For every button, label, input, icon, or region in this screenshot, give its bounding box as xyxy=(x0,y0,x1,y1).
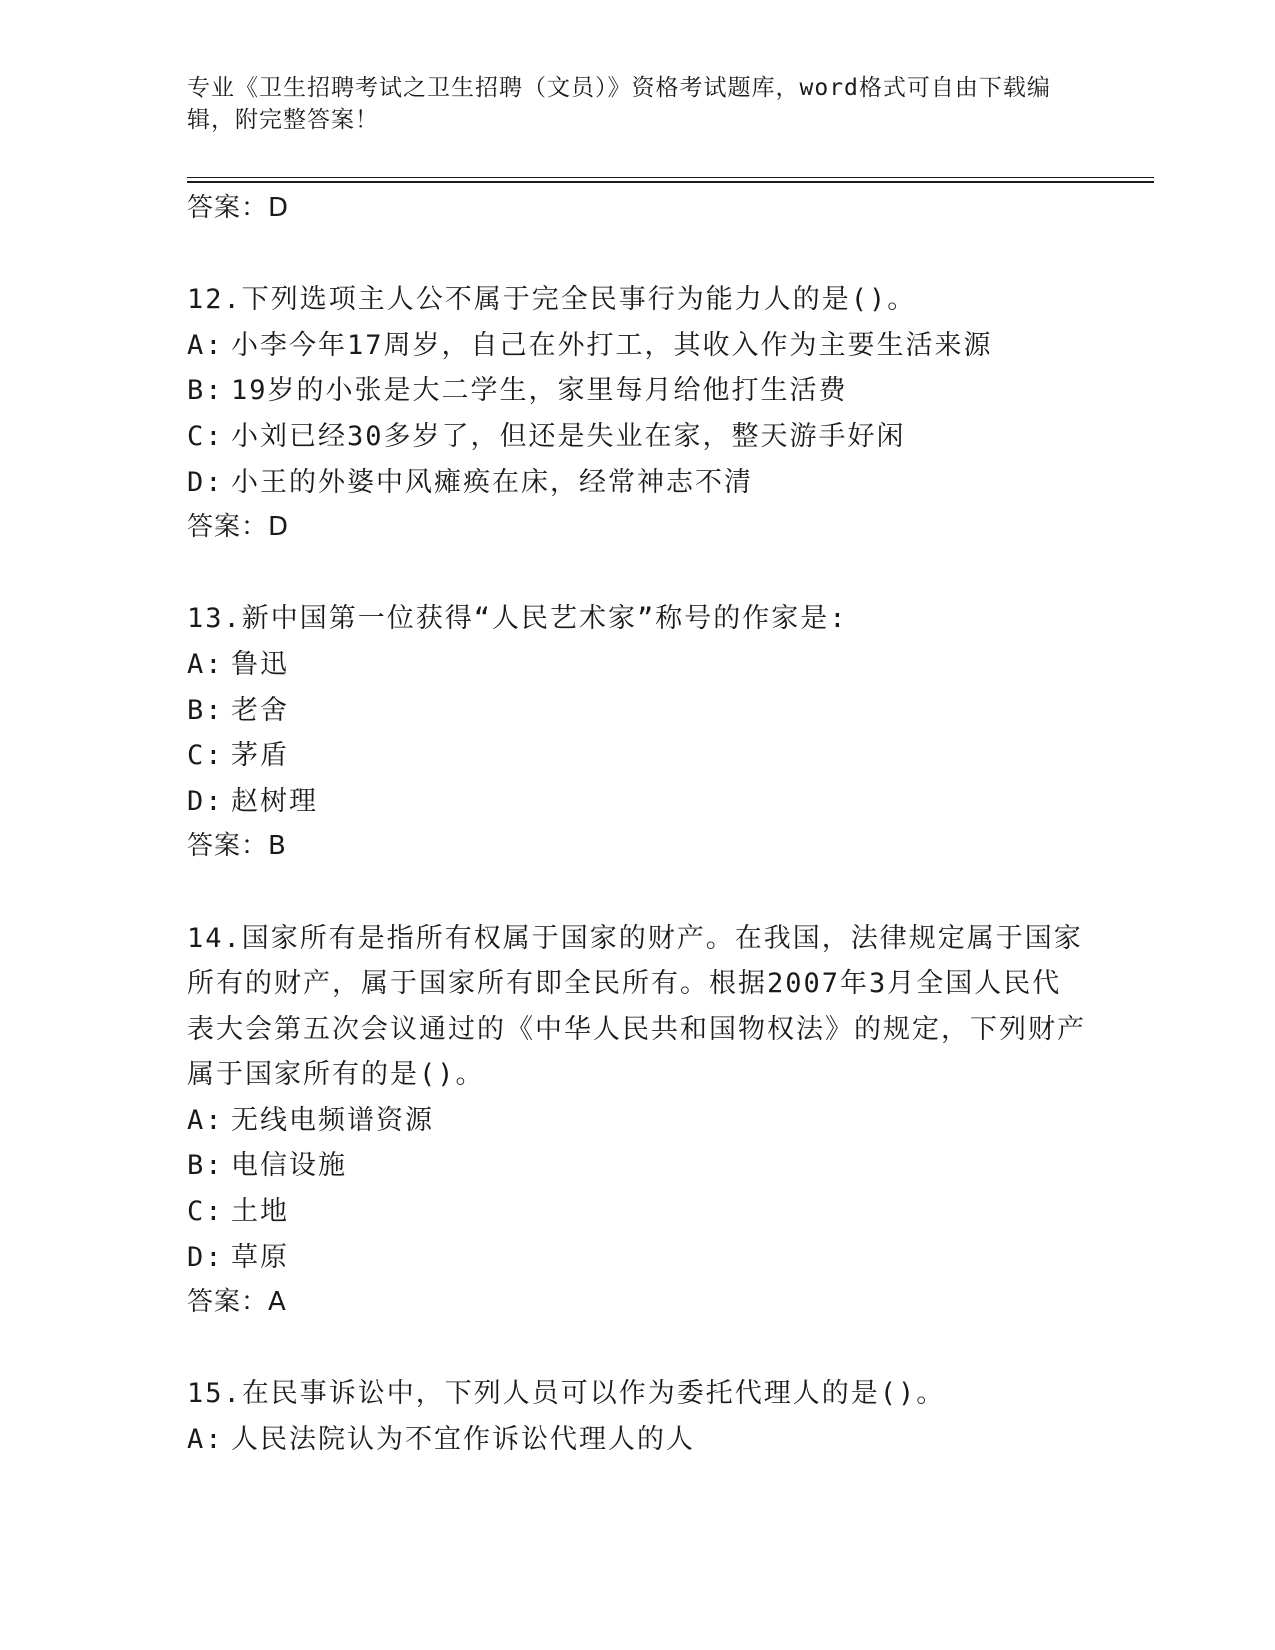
answer-line: 答案：A xyxy=(187,1287,287,1318)
option-key: A: xyxy=(187,648,224,680)
option-text: 小刘已经30多岁了，但还是失业在家，整天游手好闲 xyxy=(231,420,906,452)
document-header xyxy=(187,72,1087,136)
option-text: 鲁迅 xyxy=(231,648,289,680)
question-13 xyxy=(187,596,1087,870)
option-key: A: xyxy=(187,1424,224,1456)
option-key: D: xyxy=(187,1241,224,1273)
option-text: 茅盾 xyxy=(231,740,289,772)
option-key: C: xyxy=(187,740,224,772)
option-c xyxy=(187,414,1087,460)
question-12 xyxy=(187,277,1087,551)
option-a xyxy=(187,642,1087,688)
answer-line: 答案：B xyxy=(187,831,287,862)
question-14 xyxy=(187,916,1087,1326)
question-15 xyxy=(187,1371,1087,1462)
option-c xyxy=(187,733,1087,779)
option-text: 草原 xyxy=(231,1241,289,1273)
option-a xyxy=(187,1098,1087,1144)
option-d xyxy=(187,779,1087,825)
option-a xyxy=(187,323,1087,369)
question-stem: 12.下列选项主人公不属于完全民事行为能力人的是()。 xyxy=(187,284,917,316)
question-stem: 14.国家所有是指所有权属于国家的财产。在我国，法律规定属于国家所有的财产，属于国家所有即全民所有。根据2007年3月全国人民代表大会第五次会议通过的《中华人民共和国物权法》的规定，下列财产属于国家所有的是()。 xyxy=(187,922,1086,1091)
option-key: A: xyxy=(187,329,224,361)
question-stem: 13.新中国第一位获得“人民艺术家”称号的作家是: xyxy=(187,603,848,635)
option-d xyxy=(187,1235,1087,1281)
document-body xyxy=(187,186,1087,1463)
option-b xyxy=(187,1143,1087,1189)
option-text: 小李今年17周岁，自己在外打工，其收入作为主要生活来源 xyxy=(231,329,993,361)
option-text: 无线电频谱资源 xyxy=(231,1104,434,1136)
option-key: D: xyxy=(187,466,224,498)
header-text: 专业《卫生招聘考试之卫生招聘（文员）》资格考试题库，word格式可自由下载编辑，附完整答案！ xyxy=(187,75,1051,133)
option-c xyxy=(187,1189,1087,1235)
option-key: A: xyxy=(187,1104,224,1136)
spacer xyxy=(187,232,1087,278)
option-key: B: xyxy=(187,375,224,407)
option-key: C: xyxy=(187,1196,224,1228)
answer-line: 答案：D xyxy=(187,193,290,223)
option-text: 小王的外婆中风瘫痪在床，经常神志不清 xyxy=(231,466,753,498)
option-key: D: xyxy=(187,785,224,817)
option-text: 电信设施 xyxy=(231,1150,347,1182)
option-text: 人民法院认为不宜作诉讼代理人的人 xyxy=(231,1424,695,1456)
option-key: B: xyxy=(187,1150,224,1182)
spacer xyxy=(187,870,1087,916)
spacer xyxy=(187,551,1087,597)
question-stem: 15.在民事诉讼中，下列人员可以作为委托代理人的是()。 xyxy=(187,1378,946,1410)
option-a xyxy=(187,1417,1087,1463)
option-b xyxy=(187,688,1087,734)
spacer xyxy=(187,1326,1087,1372)
answer-line: 答案：D xyxy=(187,512,290,543)
option-text: 赵树理 xyxy=(231,785,318,817)
option-text: 土地 xyxy=(231,1196,289,1228)
option-key: B: xyxy=(187,694,224,726)
option-d xyxy=(187,460,1087,506)
option-text: 老舍 xyxy=(231,694,289,726)
header-divider xyxy=(187,177,1154,183)
option-text: 19岁的小张是大二学生，家里每月给他打生活费 xyxy=(231,375,848,407)
option-key: C: xyxy=(187,420,224,452)
option-b xyxy=(187,368,1087,414)
